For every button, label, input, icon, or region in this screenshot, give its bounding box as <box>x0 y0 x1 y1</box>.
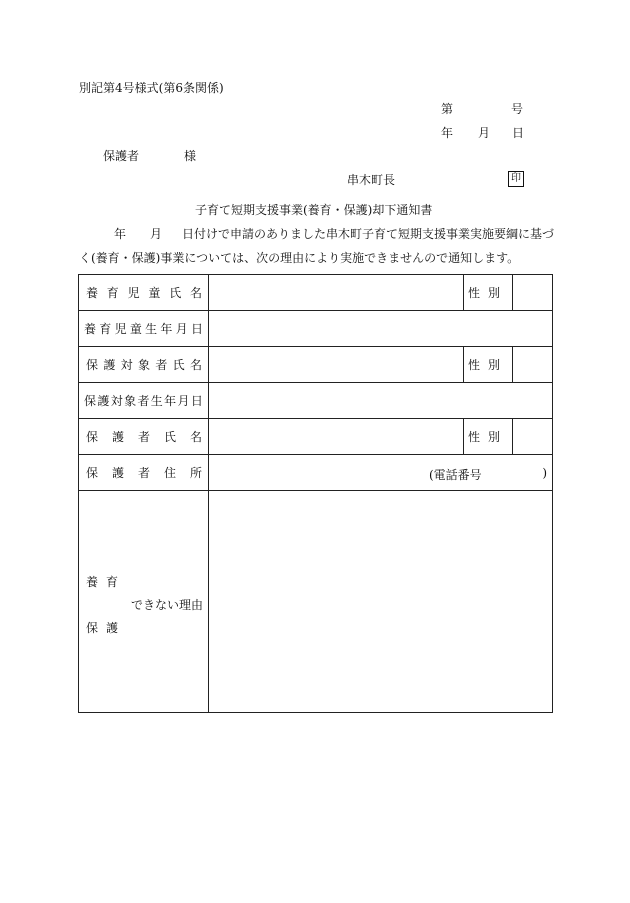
date-year-label: 年 <box>441 126 454 140</box>
form-number: 別記第4号様式(第6条関係) <box>79 81 224 95</box>
seal-mark: 印 <box>508 171 524 187</box>
document-number-suffix: 号 <box>511 102 524 116</box>
reason-cannot-label: できない理由 <box>131 598 204 612</box>
row-value-field[interactable] <box>209 419 464 455</box>
body-year: 年 <box>114 227 127 241</box>
sex-value-field[interactable] <box>513 419 553 455</box>
row-value-field[interactable] <box>209 383 553 419</box>
label-char: 童 <box>148 286 161 300</box>
label-char: 養 <box>86 575 99 589</box>
sex-label: 性別 <box>467 358 508 372</box>
reason-hogo-label <box>86 619 118 636</box>
sex-label: 性別 <box>467 430 508 444</box>
addressee-honorific: 様 <box>184 149 197 163</box>
row-label-cell <box>79 419 209 455</box>
row-label <box>79 320 208 337</box>
reason-label-cell <box>79 491 209 713</box>
date-month-label: 月 <box>478 126 491 140</box>
sex-label-cell <box>464 275 513 311</box>
table-row <box>79 311 553 347</box>
notice-form-table <box>78 274 553 713</box>
label-char: 氏 <box>163 430 176 444</box>
sex-label-cell <box>464 419 513 455</box>
row-label-cell <box>79 275 209 311</box>
label-char: 保 <box>84 394 97 408</box>
label-char: 月 <box>177 394 190 408</box>
label-char: 日 <box>190 394 203 408</box>
row-label <box>79 284 208 301</box>
row-label <box>79 464 208 481</box>
sex-value-field[interactable] <box>513 275 553 311</box>
addressee-guardian: 保護者 <box>103 149 140 163</box>
label-char: 対 <box>120 358 133 372</box>
sex-value-field[interactable] <box>513 347 553 383</box>
row-label <box>79 428 208 445</box>
table-row <box>79 383 553 419</box>
label-char: 生 <box>150 394 163 408</box>
label-char: 対 <box>110 394 123 408</box>
row-value-field[interactable] <box>209 455 553 491</box>
phone-number-label: (電話番号 <box>429 468 482 482</box>
row-label-cell <box>79 347 209 383</box>
sex-label: 性別 <box>467 286 508 300</box>
label-char: 児 <box>114 322 127 336</box>
label-char: 育 <box>99 322 112 336</box>
label-char: 保 <box>86 430 99 444</box>
label-char: 年 <box>160 322 173 336</box>
row-label-cell <box>79 311 209 347</box>
reason-row <box>79 491 553 713</box>
label-char: 名 <box>189 286 202 300</box>
label-char: 日 <box>190 322 203 336</box>
label-char: 氏 <box>169 286 182 300</box>
label-char: 護 <box>97 394 110 408</box>
label-char: 年 <box>164 394 177 408</box>
label-char: 者 <box>137 394 150 408</box>
label-char: 生 <box>145 322 158 336</box>
label-char: 童 <box>129 322 142 336</box>
label-char: 保 <box>86 466 99 480</box>
table-row <box>79 419 553 455</box>
label-char: 者 <box>155 358 168 372</box>
label-char: 養 <box>84 322 97 336</box>
label-char: 所 <box>189 466 202 480</box>
label-char: 養 <box>86 286 99 300</box>
label-char: 者 <box>137 466 150 480</box>
issuer-mayor: 串木町長 <box>347 173 396 187</box>
phone-number-close: ) <box>542 466 547 480</box>
label-char: 者 <box>137 430 150 444</box>
body-text-line1 <box>79 228 554 240</box>
label-char: 象 <box>124 394 137 408</box>
row-label-cell <box>79 383 209 419</box>
body-line1-rest: 日付けで申請のありました串木町子育て短期支援事業実施要綱に基づ <box>182 227 555 241</box>
label-char: 護 <box>111 466 124 480</box>
label-char: 育 <box>105 575 118 589</box>
reason-yoiku-label <box>86 573 118 590</box>
row-label <box>79 392 208 409</box>
row-value-field[interactable] <box>209 347 464 383</box>
table-row <box>79 275 553 311</box>
date-day-label: 日 <box>512 126 525 140</box>
label-char: 児 <box>127 286 140 300</box>
row-label <box>79 356 208 373</box>
document-number-prefix: 第 <box>441 102 454 116</box>
label-char: 象 <box>137 358 150 372</box>
document-title: 子育て短期支援事業(養育・保護)却下通知書 <box>195 203 433 217</box>
table-row <box>79 347 553 383</box>
label-char: 保 <box>86 621 99 635</box>
body-month: 月 <box>150 227 163 241</box>
label-char: 保 <box>86 358 99 372</box>
label-char: 名 <box>189 358 202 372</box>
row-value-field[interactable] <box>209 275 464 311</box>
row-value-field[interactable] <box>209 311 553 347</box>
reason-value-field[interactable] <box>209 491 553 713</box>
label-char: 氏 <box>172 358 185 372</box>
label-char: 護 <box>111 430 124 444</box>
label-char: 住 <box>163 466 176 480</box>
sex-label-cell <box>464 347 513 383</box>
body-text-line2: く(養育・保護)事業については、次の理由により実施できませんので通知します。 <box>79 251 520 265</box>
row-label-cell <box>79 455 209 491</box>
label-char: 育 <box>106 286 119 300</box>
label-char: 護 <box>105 621 118 635</box>
label-char: 名 <box>189 430 202 444</box>
label-char: 月 <box>175 322 188 336</box>
label-char: 護 <box>103 358 116 372</box>
table-row <box>79 455 553 491</box>
